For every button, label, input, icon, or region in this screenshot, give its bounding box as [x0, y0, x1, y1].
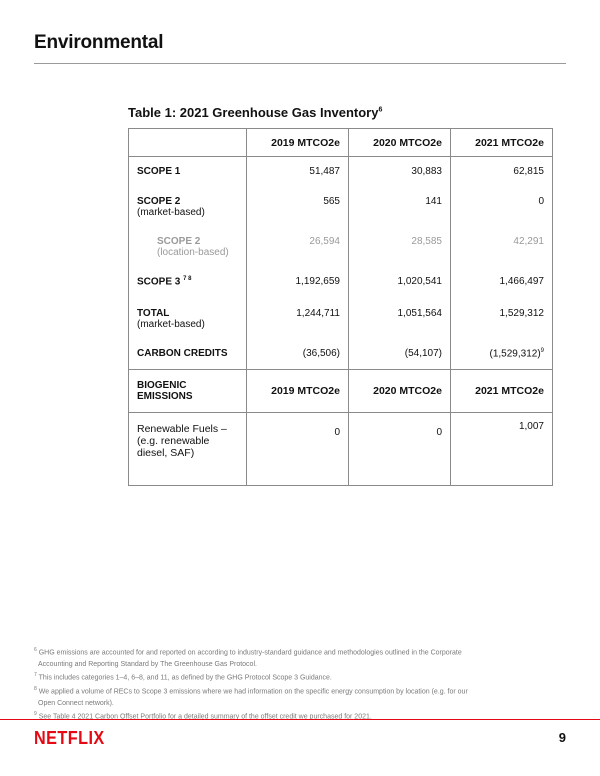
cell-2021: 1,529,312 [451, 296, 553, 336]
table-row-scope2-market [129, 184, 553, 224]
cell-2020: 1,020,541 [349, 264, 451, 296]
header-2020: 2020 MTCO2e [349, 129, 451, 157]
cell-2020: (54,107) [349, 336, 451, 370]
row-label: Renewable Fuels – (e.g. renewable diesel, SAF) [129, 413, 247, 486]
table-caption-footnote: 6 [378, 106, 383, 114]
row-label: SCOPE 2 [157, 235, 201, 247]
footnotes [34, 645, 554, 723]
biogenic-header-2019: 2019 MTCO2e [247, 370, 349, 413]
table-row-total [129, 296, 553, 336]
netflix-logo: NETFLIX [34, 728, 105, 748]
footnote [34, 684, 554, 709]
header-divider [34, 63, 566, 64]
footnote-text: See Table 4 2021 Carbon Offset Portfolio for a detailed summary of the offset credit we purchased for 2021. [38, 713, 372, 721]
cell-2020: 28,585 [349, 224, 451, 264]
cell-2021: 0 [451, 184, 553, 224]
header-blank-cell [129, 129, 247, 157]
footnote-continuation: Open Connect network). [38, 699, 114, 707]
footnote [34, 709, 554, 723]
row-sublabel: (market-based) [137, 318, 205, 330]
header-2019: 2019 MTCO2e [247, 129, 349, 157]
cell-2020: 141 [349, 184, 451, 224]
cell-2020: 1,051,564 [349, 296, 451, 336]
biogenic-header-label: BIOGENIC EMISSIONS [129, 370, 247, 413]
footnote-number: 9 [34, 711, 37, 718]
footnote-number: 8 [34, 686, 37, 693]
table-row-carbon-credits [129, 336, 553, 370]
table-caption [128, 105, 382, 120]
table-row-scope2-location [129, 224, 553, 264]
cell-2019: 1,244,711 [247, 296, 349, 336]
cell-2021 [451, 336, 553, 370]
footnote-number: 6 [34, 647, 37, 653]
row-label: SCOPE 2 [137, 195, 181, 207]
row-label [137, 276, 238, 287]
cell-2019: 26,594 [247, 224, 349, 264]
header-2021: 2021 MTCO2e [451, 129, 553, 157]
cell-2019: 565 [247, 184, 349, 224]
cell-2020: 30,883 [349, 157, 451, 184]
cell-2020: 0 [349, 413, 451, 486]
cell-2021: 1,466,497 [451, 264, 553, 296]
biogenic-header-row [129, 370, 553, 413]
cell-2019: 1,192,659 [247, 264, 349, 296]
row-footnote-ref: 7 8 [183, 275, 192, 282]
row-sublabel: (market-based) [137, 206, 205, 218]
cell-2021: 42,291 [451, 224, 553, 264]
ghg-inventory-table [128, 128, 553, 486]
footer-divider [0, 719, 600, 720]
table-row-renewable-fuels [129, 413, 553, 486]
cell-2019: 51,487 [247, 157, 349, 184]
cell-2019: (36,506) [247, 336, 349, 370]
section-title: Environmental [34, 32, 164, 53]
row-label: TOTAL [137, 307, 170, 319]
cell-2019: 0 [247, 413, 349, 486]
footnote [34, 645, 554, 670]
cell-2021-value: (1,529,312) [489, 347, 541, 359]
table-header-row [129, 129, 553, 157]
table-row-scope3 [129, 264, 553, 296]
cell-2021: 62,815 [451, 157, 553, 184]
row-label: CARBON CREDITS [137, 347, 228, 359]
row-label-text: SCOPE 3 [137, 275, 181, 287]
footnote-continuation: Accounting and Reporting Standard by The Greenhouse Gas Protocol. [38, 660, 257, 668]
cell-2021: 1,007 [451, 413, 553, 486]
footnote [34, 670, 554, 684]
row-label: SCOPE 1 [137, 166, 181, 177]
footnote-text: This includes categories 1–4, 6–8, and 11, as defined by the GHG Protocol Scope 3 Guidance. [38, 674, 332, 682]
page-number: 9 [558, 730, 566, 745]
footnote-number: 7 [34, 672, 37, 679]
cell-footnote-ref: 9 [540, 347, 544, 354]
biogenic-header-2020: 2020 MTCO2e [349, 370, 451, 413]
table-row-scope1 [129, 157, 553, 184]
row-sublabel: (location-based) [157, 246, 229, 258]
table-caption-text: Table 1: 2021 Greenhouse Gas Inventory [128, 105, 379, 120]
biogenic-header-2021: 2021 MTCO2e [451, 370, 553, 413]
footnote-text: We applied a volume of RECs to Scope 3 emissions where we had information on the specific energy consumption by location (e.g. for our [38, 688, 468, 696]
footnote-text: GHG emissions are accounted for and reported on according to industry-standard guidance and methodologies outlined in the Corporate [38, 649, 462, 657]
